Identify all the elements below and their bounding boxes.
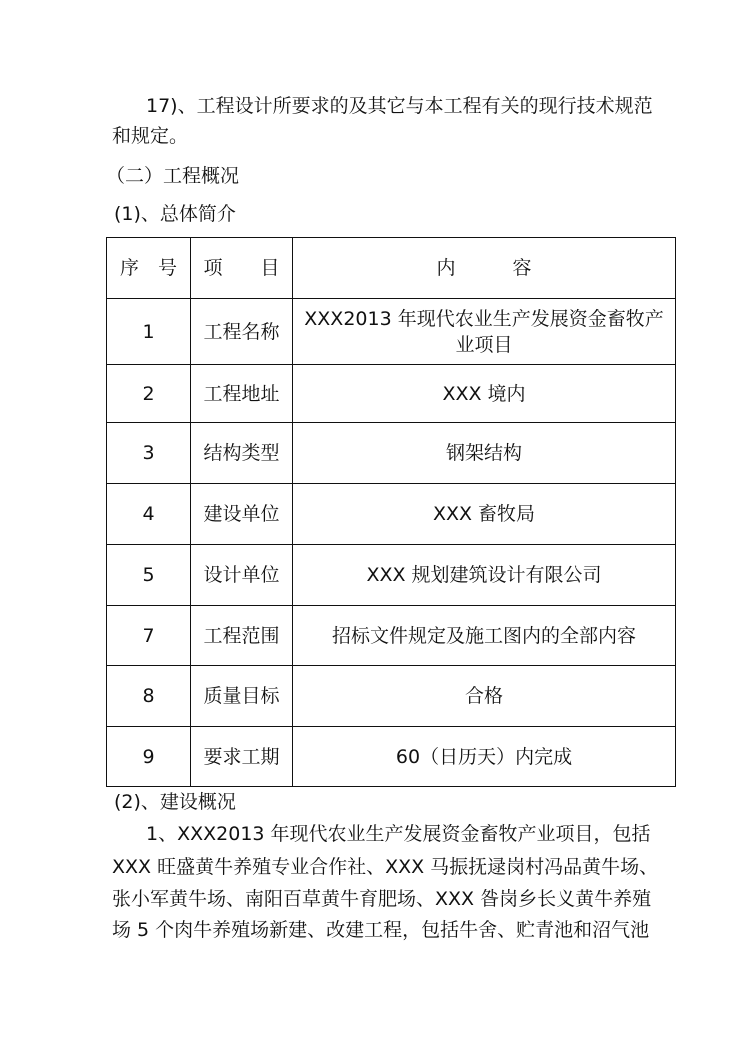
construction-para-line4: 场 5 个肉牛养殖场新建、改建工程，包括牛舍、贮青池和沼气池 <box>112 919 650 941</box>
construction-para-line3: 张小军黄牛场、南阳百草黄牛育肥场、XXX 昝岗乡长义黄牛养殖 <box>112 888 652 910</box>
construction-para-line1: 1、XXX2013 年现代农业生产发展资金畜牧产业项目，包括 <box>146 823 651 845</box>
subsection1-heading: (1)、总体简介 <box>114 203 236 225</box>
header-seq: 序 号 <box>107 238 191 299</box>
table-row <box>107 484 676 545</box>
row-seq: 9 <box>107 727 191 787</box>
table-row <box>107 423 676 484</box>
row-item: 设计单位 <box>191 545 293 606</box>
row-content <box>293 299 676 365</box>
construction-heading: (2)、建设概况 <box>114 791 236 813</box>
item17-line2: 和规定。 <box>112 125 189 147</box>
row-seq: 2 <box>107 365 191 423</box>
row-seq: 4 <box>107 484 191 545</box>
row-content: XXX 畜牧局 <box>293 484 676 545</box>
row-content-line1: XXX2013 年现代农业生产发展资金畜牧产 <box>304 307 664 330</box>
row-item: 建设单位 <box>191 484 293 545</box>
row-content: 钢架结构 <box>293 423 676 484</box>
table-header-row <box>107 238 676 299</box>
row-item: 工程地址 <box>191 365 293 423</box>
section2-heading: （二）工程概况 <box>106 165 240 187</box>
header-content: 内 容 <box>293 238 676 299</box>
row-content: 60（日历天）内完成 <box>293 727 676 787</box>
overview-table <box>106 237 676 787</box>
row-item: 工程范围 <box>191 606 293 666</box>
item17-line1: 17)、工程设计所要求的及其它与本工程有关的现行技术规范 <box>146 95 653 117</box>
row-content: 合格 <box>293 666 676 727</box>
row-item: 质量目标 <box>191 666 293 727</box>
row-content: XXX 规划建筑设计有限公司 <box>293 545 676 606</box>
row-seq: 3 <box>107 423 191 484</box>
header-item: 项 目 <box>191 238 293 299</box>
row-item: 要求工期 <box>191 727 293 787</box>
table-row <box>107 545 676 606</box>
row-item: 结构类型 <box>191 423 293 484</box>
row-content: 招标文件规定及施工图内的全部内容 <box>293 606 676 666</box>
row-seq: 5 <box>107 545 191 606</box>
table-row <box>107 606 676 666</box>
construction-para-line2: XXX 旺盛黄牛养殖专业合作社、XXX 马振抚逯岗村冯品黄牛场、 <box>112 856 659 878</box>
row-content-line2: 业项目 <box>455 333 513 356</box>
row-seq: 1 <box>107 299 191 365</box>
row-content: XXX 境内 <box>293 365 676 423</box>
row-seq: 7 <box>107 606 191 666</box>
table-row <box>107 365 676 423</box>
table-row <box>107 299 676 365</box>
row-item: 工程名称 <box>191 299 293 365</box>
table-row <box>107 666 676 727</box>
row-seq: 8 <box>107 666 191 727</box>
table-row <box>107 727 676 787</box>
